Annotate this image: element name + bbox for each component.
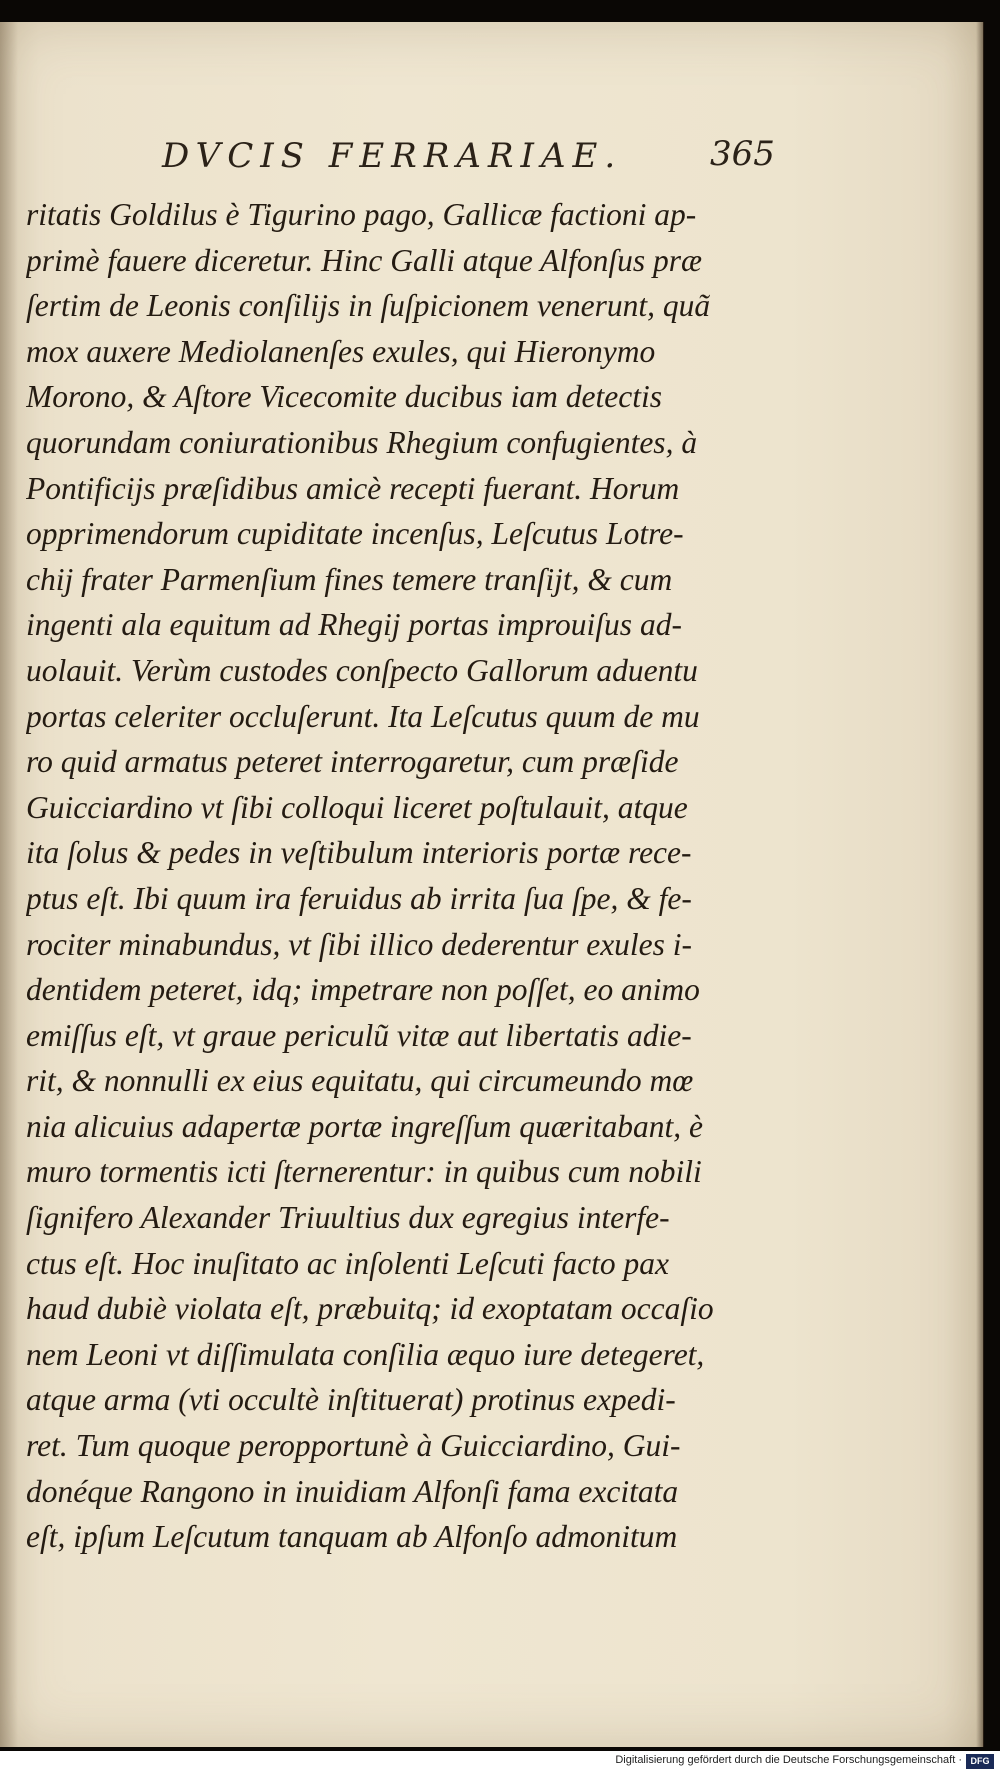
text-line: uolauit. Verùm custodes conſpecto Gallorum aduentu: [26, 652, 698, 688]
text-line: muro tormentis icti ſternerentur: in quibus cum nobili: [26, 1154, 702, 1190]
text-line: ingenti ala equitum ad Rhegij portas improuiſus ad-: [26, 607, 682, 643]
text-line: nem Leoni vt diſſimulata conſilia æquo iure detegeret,: [26, 1336, 705, 1372]
text-line: rit, & nonnulli ex eius equitatu, qui circumeundo mœ: [26, 1063, 694, 1099]
text-line: haud dubiè violata eſt, præbuitq; id exoptatam occaſio: [26, 1291, 714, 1327]
text-line: ctus eſt. Hoc inuſitato ac inſolenti Leſcuti facto pax: [26, 1245, 670, 1281]
page-number: 365: [710, 134, 775, 174]
text-line: emiſſus eſt, vt graue periculũ vitæ aut libertatis adie-: [26, 1017, 692, 1053]
text-line: quorundam coniurationibus Rhegium confugientes, à: [26, 424, 698, 460]
text-line: dentidem peteret, idq; impetrare non poſſet, eo animo: [26, 972, 700, 1008]
text-line: ro quid armatus peteret interrogaretur, cum præſide: [26, 744, 679, 780]
text-line: ret. Tum quoque peropportunè à Guicciardino, Gui-: [26, 1428, 681, 1464]
page-edge: [976, 22, 984, 1747]
text-line: ptus eſt. Ibi quum ira feruidus ab irrita ſua ſpe, & fe-: [26, 880, 692, 916]
text-line: atque arma (vti occultè inſtituerat) protinus expedi-: [26, 1382, 676, 1418]
text-line: ita ſolus & pedes in veſtibulum interioris portæ rece-: [26, 835, 692, 871]
body-text: [26, 192, 796, 1560]
digitization-footer: [0, 1751, 1000, 1773]
text-line: ſertim de Leonis conſilijs in ſuſpicionem venerunt, quã: [26, 288, 711, 324]
text-line: nia alicuius adapertæ portæ ingreſſum quæritabant, è: [26, 1108, 703, 1144]
running-head-title: DVCIS FERRARIAE.: [162, 136, 623, 176]
text-line: eſt, ipſum Leſcutum tanquam ab Alfonſo admonitum: [26, 1519, 678, 1555]
text-line: portas celeriter occluſerunt. Ita Leſcutus quum de mu: [26, 698, 700, 734]
text-line: chij frater Parmenſium fines temere tranſijt, & cum: [26, 561, 673, 597]
gutter-shadow: [0, 22, 18, 1747]
running-head: [0, 128, 1000, 188]
text-line: opprimendorum cupiditate incenſus, Leſcutus Lotre-: [26, 516, 684, 552]
text-line: mox auxere Mediolanenſes exules, qui Hieronymo: [26, 333, 656, 369]
text-line: ſignifero Alexander Triuultius dux egregius interfe-: [26, 1200, 670, 1236]
text-line: donéque Rangono in inuidiam Alfonſi fama excitata: [26, 1473, 679, 1509]
text-line: primè fauere diceretur. Hinc Galli atque Alfonſus præ: [26, 242, 703, 278]
funding-credit: Digitalisierung gefördert durch die Deutsche Forschungsgemeinschaft ·: [615, 1754, 962, 1766]
text-line: ritatis Goldilus è Tigurino pago, Gallicæ factioni ap-: [26, 197, 697, 232]
dfg-logo: DFG: [966, 1754, 994, 1769]
text-line: Morono, & Aſtore Vicecomite ducibus iam detectis: [26, 379, 662, 415]
text-line: rociter minabundus, vt ſibi illico dederentur exules i-: [26, 926, 693, 962]
text-line: Guicciardino vt ſibi colloqui liceret poſtulauit, atque: [26, 789, 688, 825]
text-line: Pontificijs præſidibus amicè recepti fuerant. Horum: [26, 470, 680, 506]
